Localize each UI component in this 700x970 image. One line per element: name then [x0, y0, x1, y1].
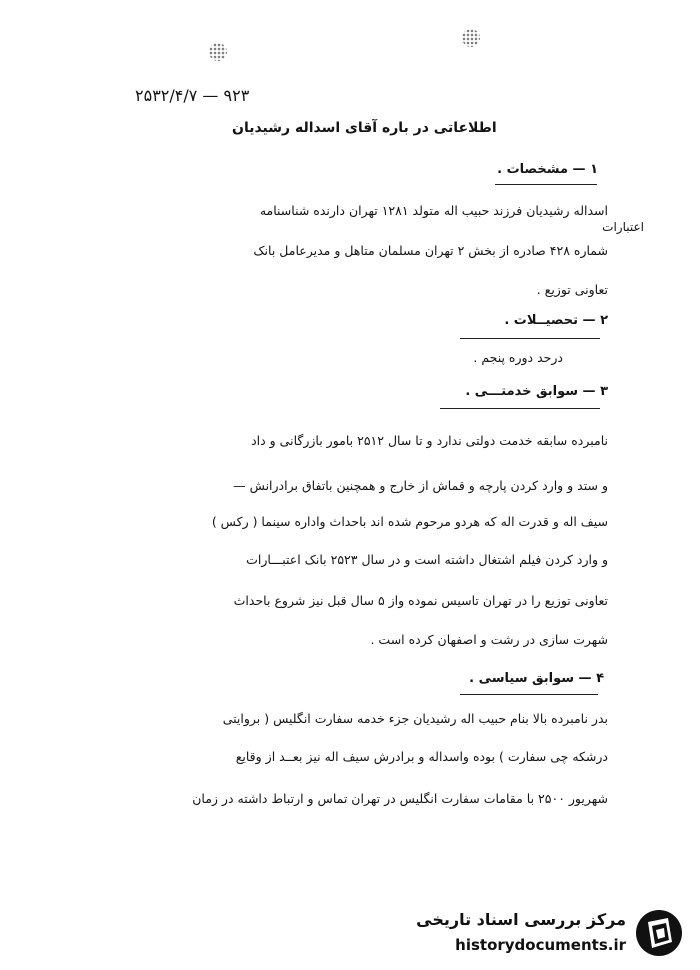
punch-hole-right [462, 29, 480, 47]
section-2-heading: ۲ — تحصیــلات . [504, 313, 608, 328]
section-3-line-3: سیف اله و قدرت اله که هردو مرحوم شده اند باحداث واداره سینما ( رکس ) [211, 514, 608, 529]
section-3-line-1: نامبرده سابقه خدمت دولتی ندارد و تا سال ۲۵۱۲ بامور بازرگانی و داد [251, 433, 608, 448]
section-3-line-5: تعاونی توزیع را در تهران تاسیس نموده واز ۵ سال قبل نیز شروع باحداث [233, 593, 608, 608]
section-1-line-4: تعاونی توزیع . [536, 282, 608, 297]
section-3-heading: ۳ — سوابق خدمتـــی . [465, 384, 608, 399]
watermark-footer [400, 906, 690, 962]
document-number: ۲۵۳۲/۴/۷ — ۹۲۳ [135, 86, 250, 105]
section-4-line-2: درشکه چی سفارت ) بوده واسداله و برادرش سیف اله نیز بعــد از وقایع [235, 749, 608, 764]
section-1-line-2: اعتبارات [602, 220, 644, 234]
punch-hole-left [209, 43, 227, 61]
section-1-line-3: شماره ۴۲۸ صادره از بخش ۲ تهران مسلمان متاهل و مدیرعامل بانک [253, 243, 608, 258]
section-3-line-4: و وارد کردن فیلم اشتغال داشته است و در سال ۲۵۲۳ بانک اعتبـــارات [246, 552, 608, 567]
section-3-line-6: شهرت سازی در رشت و اصفهان کرده است . [370, 632, 608, 647]
organization-name: مرکز بررسی اسناد تاریخی [416, 910, 626, 929]
section-1-line-1: اسداله رشیدیان فرزند حبیب اله متولد ۱۲۸۱ تهران دارنده شناسنامه [259, 203, 608, 218]
document-title: اطلاعاتی در باره آقای اسداله رشیدیان [232, 120, 497, 136]
section-1-heading: ۱ — مشخصات . [497, 162, 598, 177]
section-4-line-1: بدر نامبرده بالا بنام حبیب اله رشیدیان جزء خدمه سفارت انگلیس ( بروایتی [222, 711, 608, 726]
section-4-heading: ۴ — سوابق سیاسی . [469, 671, 604, 686]
section-3-underline [440, 408, 600, 409]
archive-logo-icon [634, 908, 684, 958]
section-4-underline [460, 694, 598, 695]
section-2-line-1: درحد دوره پنجم . [473, 350, 563, 365]
website-url: historydocuments.ir [455, 936, 626, 954]
section-1-underline [495, 184, 597, 185]
section-4-line-3: شهریور ۲۵۰۰ با مقامات سفارت انگلیس در تهران تماس و ارتباط داشته در زمان [192, 791, 608, 806]
section-3-line-2: و ستد و وارد کردن پارچه و قماش از خارج و همچنین باتفاق برادرانش — [233, 478, 608, 493]
section-2-underline [460, 338, 600, 339]
